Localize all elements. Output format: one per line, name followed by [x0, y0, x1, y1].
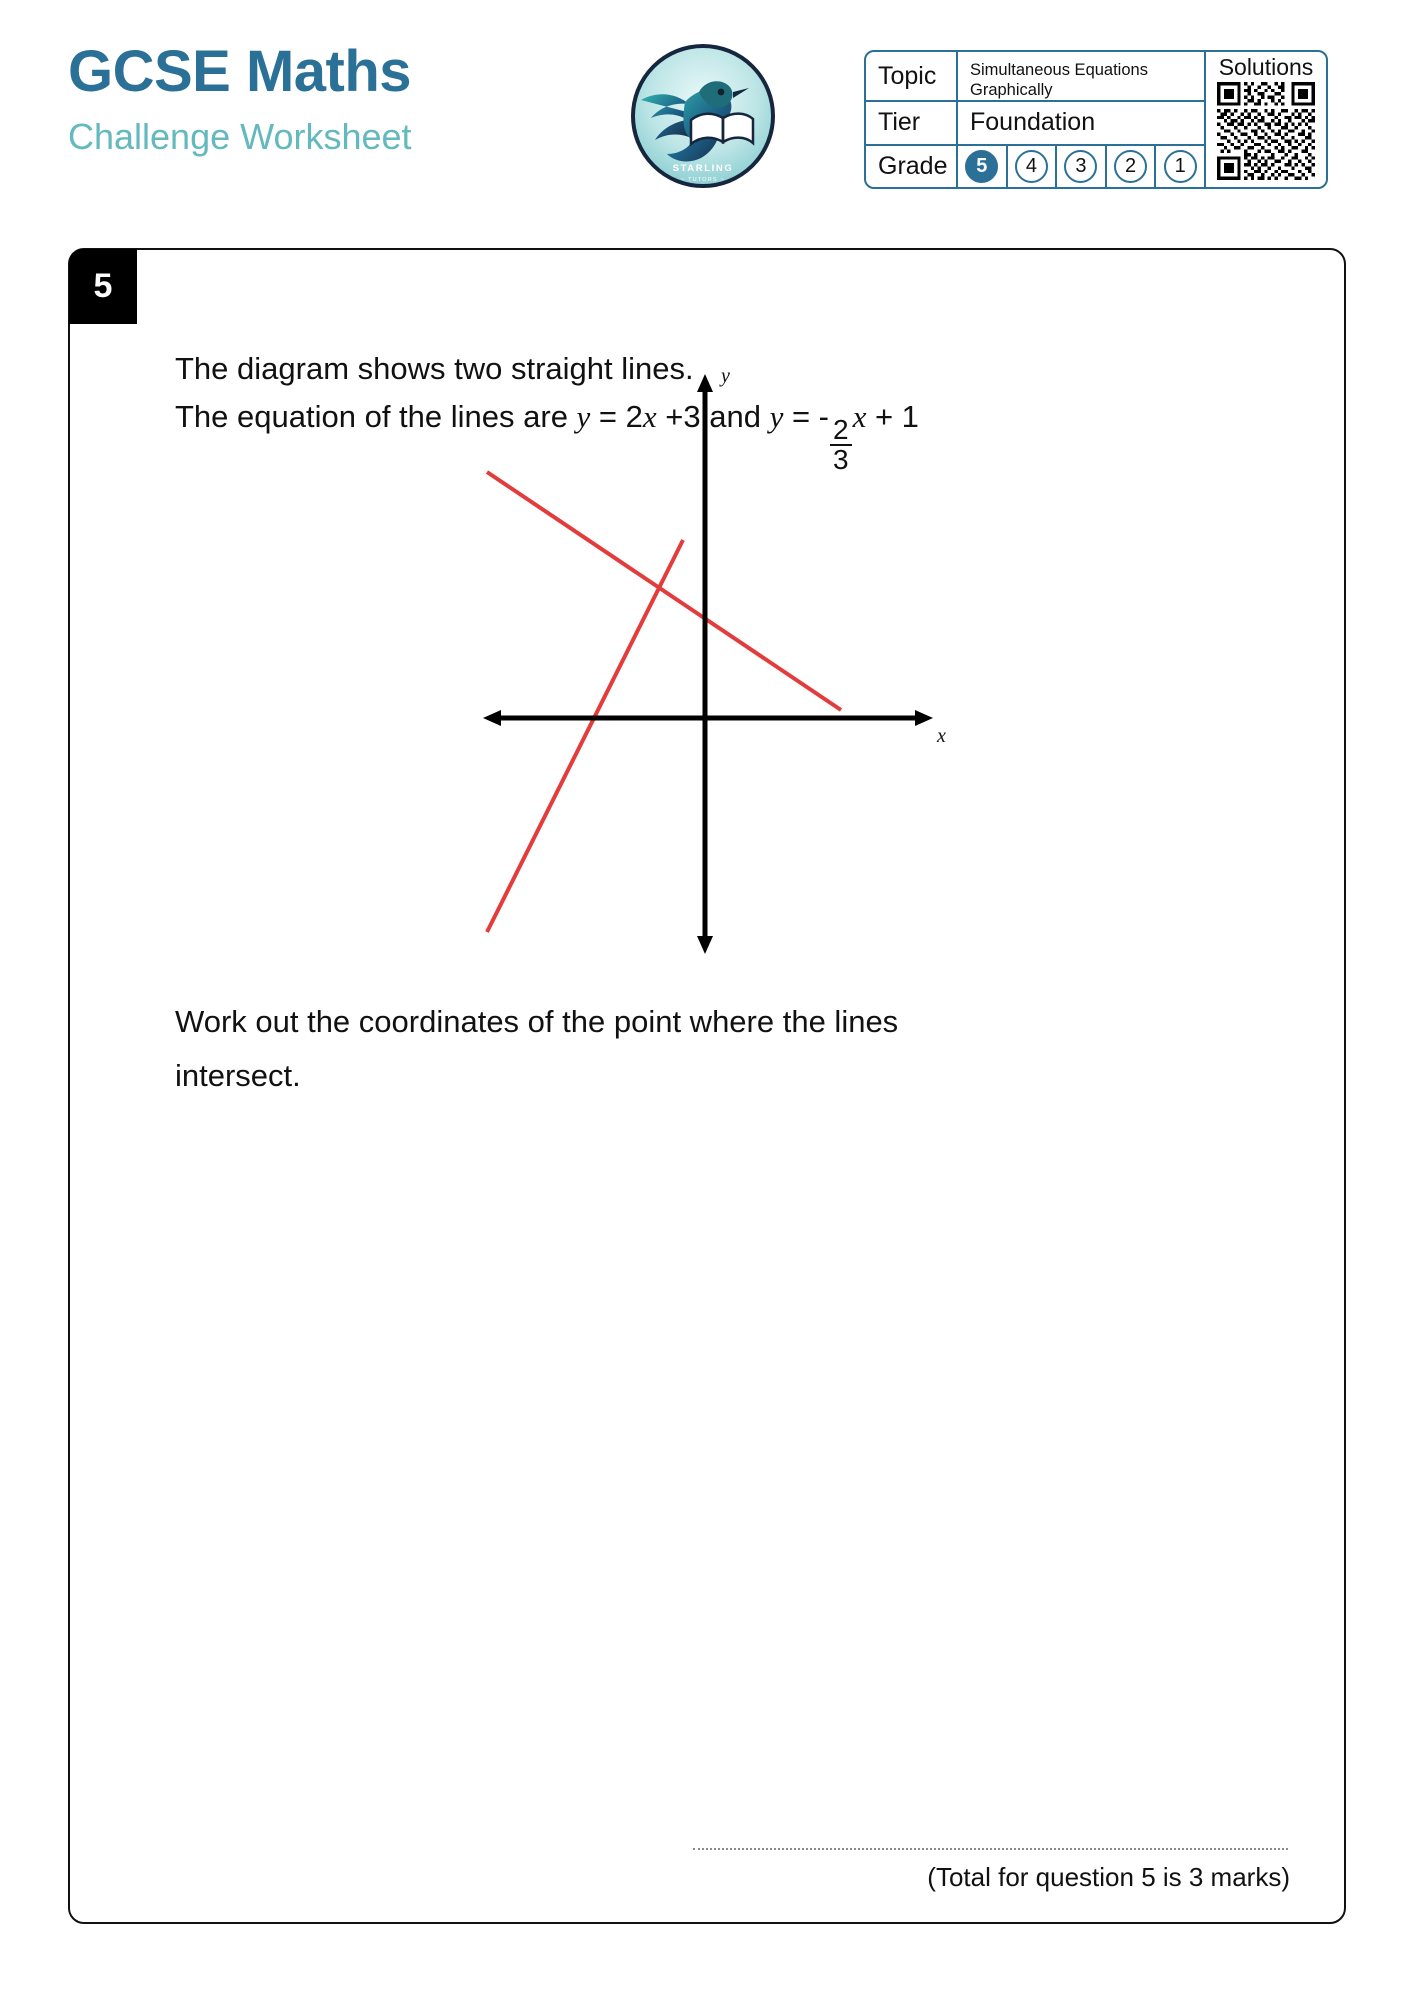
- grade-label: Grade: [866, 146, 958, 187]
- solutions-label: Solutions: [1218, 54, 1314, 80]
- eq1-x: x: [642, 399, 657, 435]
- line-y-equals-minus-two-thirds-x-plus-1: [487, 472, 841, 710]
- prompt-line-1: Work out the coordinates of the point where the lines: [175, 1004, 899, 1039]
- question-box: [68, 248, 1346, 1924]
- y-axis-label: y: [721, 365, 730, 387]
- grade-pill-5[interactable]: 5: [965, 150, 998, 183]
- y-axis-top-arrowhead: [697, 374, 713, 392]
- grade-selector: [958, 146, 1204, 187]
- eq1-rest: +3 and: [656, 399, 770, 435]
- eq2-y: y: [769, 399, 784, 435]
- question-number-badge: 5: [69, 249, 137, 324]
- tier-label: Tier: [866, 102, 958, 143]
- grade-pill-1[interactable]: 1: [1164, 150, 1197, 183]
- eq2-x: x: [852, 399, 867, 435]
- topic-value: Simultaneous Equations Graphically: [970, 61, 1148, 100]
- page-title: GCSE Maths: [68, 39, 412, 104]
- grade-cell-3[interactable]: [1057, 146, 1107, 187]
- grade-cell-1[interactable]: [1156, 146, 1204, 187]
- x-axis-left-arrowhead: [483, 710, 501, 726]
- answer-dotted-line: [693, 1848, 1288, 1850]
- tier-value: Foundation: [970, 108, 1096, 137]
- question-line-2-prefix: The equation of the lines are: [175, 399, 577, 435]
- page-header: [0, 0, 1414, 230]
- question-line-1: The diagram shows two straight lines.: [175, 351, 694, 386]
- eq1-equals: = 2: [590, 399, 643, 435]
- svg-text:~ TUTORS ~: ~ TUTORS ~: [681, 177, 725, 183]
- worksheet-info-table: [864, 50, 1328, 189]
- topic-label: Topic: [866, 52, 958, 100]
- grade-pill-2[interactable]: 2: [1114, 150, 1147, 183]
- info-row-topic: [866, 52, 1204, 102]
- x-axis-label: x: [937, 725, 946, 747]
- y-axis-bottom-arrowhead: [697, 936, 713, 954]
- total-marks-label: (Total for question 5 is 3 marks): [927, 1862, 1290, 1892]
- grade-cell-5[interactable]: [958, 146, 1008, 187]
- grade-pill-4[interactable]: 4: [1015, 150, 1048, 183]
- fraction-denominator: 3: [830, 444, 852, 474]
- question-prompt: [175, 995, 1275, 1104]
- fraction-numerator: 2: [832, 413, 849, 445]
- info-left-column: [866, 52, 1206, 187]
- line-y-equals-2x-plus-3: [487, 540, 683, 932]
- starling-tutors-logo: [629, 42, 777, 190]
- eq2-rest: + 1: [866, 399, 919, 435]
- page-subtitle: Challenge Worksheet: [68, 115, 412, 157]
- svg-text:STARLING: STARLING: [672, 163, 734, 174]
- x-axis-right-arrowhead: [915, 710, 933, 726]
- info-row-tier: [866, 102, 1204, 145]
- grade-cell-4[interactable]: [1008, 146, 1058, 187]
- brand-block: [68, 39, 628, 157]
- coordinate-graph-diagram: [365, 360, 1005, 980]
- grade-pill-3[interactable]: 3: [1064, 150, 1097, 183]
- grade-cell-2[interactable]: [1107, 146, 1157, 187]
- eq1-y: y: [576, 399, 591, 435]
- info-row-grade: [866, 146, 1204, 187]
- eq2-equals: = -: [783, 399, 829, 435]
- solutions-block[interactable]: [1206, 52, 1326, 187]
- prompt-line-2: intersect.: [175, 1058, 301, 1094]
- qr-code-icon[interactable]: [1217, 82, 1315, 180]
